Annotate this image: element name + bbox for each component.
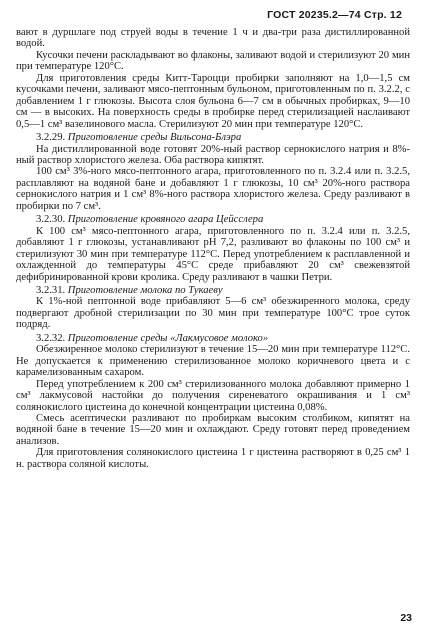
body-paragraph: Обезжиренное молоко стерилизуют в течение 15—20 мин при температуре 112°С. Не допускается к применению стерилизованное молоко коричневого цвета и с карамелизованным сахаром. [16,344,410,379]
section-heading [16,214,410,225]
section-number: 3.2.30. [36,214,66,226]
body-paragraph: Смесь асептически разливают по пробиркам высоким столбиком, кипятят на водяной бане в течение 15—20 мин и охлаждают. Среду готовят перед проведением анализов. [16,412,410,447]
page-number: 23 [400,612,412,624]
document-body [16,27,410,470]
section-title: Приготовление среды «Лакмусовое молоко» [67,332,269,344]
body-paragraph: К 1%-ной пептонной воде прибавляют 5—6 см³ обезжиренного молока, среду подвергают дробной стерилизации по 30 мин при температуре 100°С трое суток подряд. [16,296,410,331]
section-title: Приготовление среды Вильсона-Блэра [67,132,242,144]
body-paragraph: вают в дуршлаге под струей воды в течение 1 ч и два-три раза дистиллированной водой. [16,27,410,50]
body-paragraph: 100 см³ 3%-ного мясо-пептонного агара, приготовленного по п. 3.2.4 или п. 3.2.5, расплавляют на водяной бане и добавляют 1 г глюкозы, 10 см³ 20%-ного раствора сернокислого натрия и 1 см³ 8%-ного раствора хлористого железа. Среду разливают в пробирки по 7 см³. [16,166,410,212]
body-paragraph: Для приготовления среды Китт-Тароцци пробирки заполняют на 1,0—1,5 см кусочками печени, заливают мясо-пептонным бульоном, приготовленным по п. 3.2.2, с добавлением 1 г глюкозы. Высота слоя бульона 6—7 см в обычных пробирках, 9—10 см — в высоких. На поверхность среды в пробирке перед стерилизацией наслаивают 0,5—1 см³ вазелинового масла. Стерилизуют 20 мин при температуре 120°С. [16,72,410,130]
section-number: 3.2.31. [36,284,66,296]
body-paragraph: К 100 см³ мясо-пептонного агара, приготовленного по п. 3.2.4 или п. 3.2.5, добавляют 1 г глюкозы, устанавливают рН 7,2, разливают во флаконы по 100 см³ и стерилизуют 30 мин при температуре 112°С. Перед употреблением к расплавленной и охлажденной до температуры 45°С среде прибавляют 20 см³ свежевзятой дефибринированной крови кролика. Среду разливают в чашки Петри. [16,225,410,283]
section-number: 3.2.29. [36,132,66,144]
body-paragraph: Для приготовления солянокислого цистеина 1 г цистеина растворяют в 0,25 см³ 1 н. раствора соляной кислоты. [16,447,410,470]
section-title: Приготовление кровяного агара Цейсслера [67,214,264,226]
section-title: Приготовление молока по Тукаеву [67,284,223,296]
section-heading [16,132,410,143]
body-paragraph: Перед употреблением к 200 см³ стерилизованного молока добавляют примерно 1 см³ лакмусовой настойки до получения сиреневатого окрашивания и 1 см³ солянокислого цистеина до конечной концентрации цистеина 0,08%. [16,378,410,413]
body-paragraph: Кусочки печени раскладывают во флаконы, заливают водой и стерилизуют 20 мин при температуре 120°С. [16,49,410,73]
section-number: 3.2.32. [36,332,66,344]
body-paragraph: На дистиллированной воде готовят 20%-ный раствор сернокислого натрия и 8%-ный раствор хлористого железа. Оба раствора кипятят. [16,143,410,166]
section-heading [16,333,410,344]
page-header: ГОСТ 20235.2—74 Стр. 12 [267,9,402,21]
section-heading [16,285,410,296]
